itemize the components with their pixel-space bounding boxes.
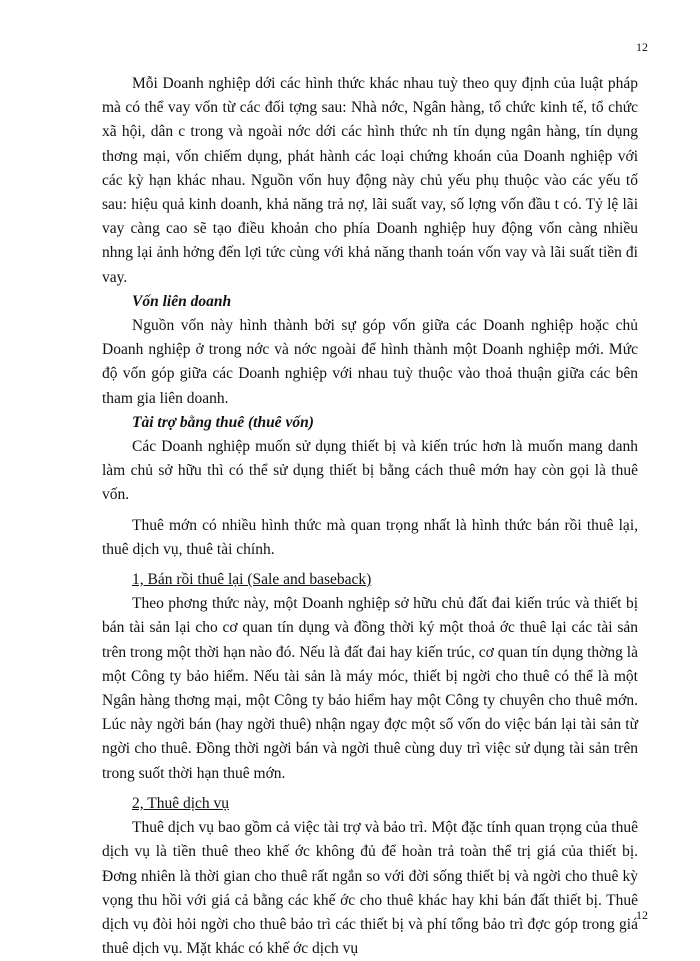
heading-service-lease-text: 2, Thuê dịch vụ: [132, 794, 230, 812]
heading-service-lease: [102, 792, 638, 816]
paragraph-lease-intro: Các Doanh nghiệp muốn sử dụng thiết bị và kiến trúc hơn là muốn mang danh làm chủ sở hữu thì có thể sử dụng thiết bị bằng cách thuê mớn hay còn gọi là thuê vốn.: [102, 438, 638, 504]
paragraph-loan-sources: Mỗi Doanh nghiệp dới các hình thức khác nhau tuỳ theo quy định của luật pháp mà có thể vay vốn từ các đối tợng sau: Nhà nớc, Ngân hàng, tổ chức kinh tế, tổ chức xã hội, dân c trong và ngoài nớc dới các hình thức nh tín dụng ngân hàng, tín dụng thơng mại, vốn chiếm dụng, phát hành các loại chứng khoán của Doanh nghiệp với các kỳ hạn khác nhau. Nguồn vốn huy động này chủ yếu phụ thuộc vào các yếu tố sau: hiệu quả kinh doanh, khả năng trả nợ, lãi suất vay, số lợng vốn đầu t có. Tỷ lệ lãi vay càng cao sẽ tạo điều khoản cho phía Doanh nghiệp huy động vốn càng nhiều nhng lại ảnh hởng đến lợi tức cùng với khả năng thanh toán vốn vay và lãi suất tiền đi vay.: [102, 75, 638, 286]
heading-lease-financing: Tài trợ bằng thuê (thuê vốn): [132, 413, 314, 431]
paragraph-service-lease: Thuê dịch vụ bao gồm cả việc tài trợ và bảo trì. Một đặc tính quan trọng của thuê dịch vụ là tiền thuê theo khế ớc không đủ để hoàn trả toàn thể trị giá của thiết bị. Đơng nhiên là thời gian cho thuê rất ngắn so với đời sống thiết bị và ngời cho thuê kỳ vọng thu hồi với giá cả bằng các khế ớc cho thuê khác hay khi bán đất thiết bị. Thuê dịch vụ đòi hỏi ngời cho thuê bảo trì các thiết bị và phí tổng bảo trì đợc góp trong giá thuê dịch vụ. Mặt khác có khế ớc dịch vụ: [102, 819, 638, 958]
heading-sale-and-leaseback-text: 1, Bán rồi thuê lại (Sale and baseback): [132, 571, 372, 589]
paragraph-joint-venture: Nguồn vốn này hình thành bởi sự góp vốn giữa các Doanh nghiệp hoặc chủ Doanh nghiệp ở trong nớc và nớc ngoài để hình thành một Doanh nghiệp mới. Mức độ vốn góp giữa các Doanh nghiệp với nhau tuỳ thuộc vào thoả thuận giữa các bên tham gia liên doanh.: [102, 317, 638, 407]
paragraph-sale-and-leaseback: Theo phơng thức này, một Doanh nghiệp sở hữu chủ đất đai kiến trúc và thiết bị bán tài sản lại cho cơ quan tín dụng và đồng thời ký một thoả ớc thuê lại các tài sản trên trong một thời hạn nào đó. Nếu là đất đai hay kiến trúc, cơ quan tín dụng thờng là một Công ty bảo hiểm. Nếu tài sản là máy móc, thiết bị ngời cho thuê có thể là một Ngân hàng thơng mại, một Công ty bảo hiểm hay một Công ty chuyên cho thuê mớn. Lúc này ngời bán (hay ngời thuê) nhận ngay đợc một số vốn do việc bán lại tài sản từ ngời cho thuê. Đồng thời ngời bán và ngời thuê cùng duy trì việc sử dụng tài sản trên trong suốt thời hạn thuê mớn.: [102, 595, 638, 782]
page-number-bottom: 12: [636, 908, 648, 922]
page-number-top: 12: [636, 40, 648, 54]
document-body: [102, 72, 638, 961]
heading-sale-and-leaseback: [102, 568, 638, 592]
paragraph-lease-forms: Thuê mớn có nhiều hình thức mà quan trọng nhất là hình thức bán rồi thuê lại, thuê dịch vụ, thuê tài chính.: [102, 516, 638, 558]
heading-joint-venture-capital: Vốn liên doanh: [132, 292, 232, 310]
